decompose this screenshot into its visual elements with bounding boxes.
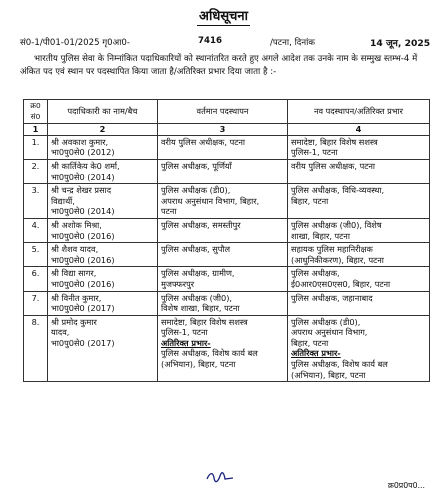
table-row: [24, 267, 430, 291]
table-header-row: [24, 100, 430, 124]
cell-line: भा0पु0से0 (2017): [51, 303, 115, 314]
cell-line: पुलिस अधीक्षक, सुपौल: [161, 244, 231, 255]
cell-line: अपराध अनुसंधान विभाग, बिहार,: [161, 195, 260, 206]
cell-line: पुलिस अधीक्षक, समस्तीपुर: [161, 219, 241, 230]
cell-line: बिहार, पटना: [291, 195, 329, 206]
new-posting: [288, 159, 430, 183]
cell-line: यादव,: [51, 327, 70, 338]
cell-line: (अभियान), बिहार, पटना: [291, 369, 366, 380]
header-current-posting: वर्तमान पदस्थापन: [158, 100, 288, 124]
cell-line: भा0पु0से0 (2014): [51, 206, 115, 217]
cell-line: श्री अशोक मिश्रा,: [51, 219, 102, 230]
cell-line: भा0पु0से0 (2017): [51, 337, 115, 348]
cell-line: पुलिस अधीक्षक,: [291, 268, 340, 279]
cell-line: भा0पु0से0 (2014): [51, 171, 115, 182]
cell-line: श्री शैशव यादव,: [51, 244, 99, 255]
letter-number: 7416: [198, 36, 222, 46]
current-posting: [158, 267, 288, 291]
column-number: 3: [158, 124, 288, 136]
current-posting: [158, 218, 288, 242]
cell-line: पुलिस अधीक्षक, ग्रामीण,: [161, 268, 235, 279]
column-number: 2: [48, 124, 158, 136]
serial-number: 6.: [24, 267, 48, 291]
additional-charge-label: अतिरिक्त प्रभार-: [291, 348, 341, 359]
table-row: [24, 159, 430, 183]
additional-charge-label: अतिरिक्त प्रभार-: [161, 337, 211, 348]
new-posting: [288, 135, 430, 159]
cell-line: सहायक पुलिस महानिरीक्षक: [291, 244, 373, 255]
cell-line: मुजफ्फरपुर: [161, 278, 195, 289]
current-posting: [158, 159, 288, 183]
cell-line: श्री विद्या सागर,: [51, 268, 97, 279]
table-row: [24, 291, 430, 315]
serial-number: 1.: [24, 135, 48, 159]
new-posting: [288, 315, 430, 382]
new-posting: [288, 267, 430, 291]
cell-line: समादेष्टा, बिहार विशेष सशस्त्र: [161, 316, 248, 327]
cell-line: श्री विनीत कुमार,: [51, 292, 102, 303]
table-row: [24, 315, 430, 382]
current-posting: [158, 243, 288, 267]
new-posting: [288, 184, 430, 219]
cell-line: पटना: [161, 206, 177, 217]
new-posting: [288, 243, 430, 267]
column-number-row: [24, 124, 430, 136]
current-posting: [158, 291, 288, 315]
cell-line: पुलिस अधीक्षक (डी0),: [291, 316, 361, 327]
current-posting: [158, 135, 288, 159]
cell-line: बिहार, पटना: [291, 337, 329, 348]
cell-line: श्री प्रमोद कुमार: [51, 316, 97, 327]
officer-name: [48, 243, 158, 267]
intro-paragraph: भारतीय पुलिस सेवा के निम्नांकित पदाधिकारियों को स्थानांतरित करते हुए अगले आदेश तक उनके नाम के सम्मुख स्तम्भ-4 में अंकित पद एवं स्थान पर पदस्थापित किया जाता है/अतिरिक्त प्रभार दिया जाता है :-: [20, 54, 418, 77]
cell-line: अपराध अनुसंधान विभाग,: [291, 327, 368, 338]
new-posting: [288, 291, 430, 315]
cell-line: श्री कार्तिकेय के0 शर्मा,: [51, 160, 120, 171]
header-new-posting: नव पदस्थापन/अतिरिक्त प्रभार: [288, 100, 430, 124]
cell-line: पुलिस-1, पटना: [291, 147, 338, 158]
column-number: 1: [24, 124, 48, 136]
page-code: क्र0प्र0प0...: [387, 481, 425, 490]
current-posting: [158, 184, 288, 219]
cell-line: समादेष्टा, बिहार विशेष सशस्त्र: [291, 136, 378, 147]
officer-name: [48, 159, 158, 183]
current-posting: [158, 315, 288, 382]
signature-mark: [205, 470, 235, 484]
cell-line: पुलिस-1, पटना: [161, 327, 208, 338]
cell-line: (आधुनिकीकरण), बिहार, पटना: [291, 254, 384, 265]
header-serial: क्र0 सं0: [24, 100, 48, 124]
table-row: [24, 243, 430, 267]
cell-line: वरीय पुलिस अधीक्षक, पटना: [291, 160, 376, 171]
cell-line: (अभियान), बिहार, पटना: [161, 359, 236, 370]
table-row: [24, 218, 430, 242]
cell-line: पुलिस अधीक्षक (डी0),: [161, 185, 231, 196]
cell-line: विशेष शाखा, बिहार, पटना: [161, 303, 240, 314]
officer-name: [48, 267, 158, 291]
cell-line: पुलिस अधीक्षक, विधि-व्यवस्था,: [291, 185, 385, 196]
transfer-table: [23, 99, 430, 382]
cell-line: श्री चन्द्र शेखर प्रसाद: [51, 185, 112, 196]
officer-name: [48, 184, 158, 219]
cell-line: पुलिस अधीक्षक, विशेष कार्य बल: [291, 359, 388, 370]
cell-line: पुलिस अधीक्षक, पूर्णियाँ: [161, 160, 232, 171]
cell-line: विद्यार्थी,: [51, 195, 75, 206]
serial-number: 5.: [24, 243, 48, 267]
serial-number: 8.: [24, 315, 48, 382]
cell-line: भा0पु0से0 (2012): [51, 147, 115, 158]
notification-title: अधिसूचना: [199, 9, 248, 24]
cell-line: श्री अवकाश कुमार,: [51, 136, 109, 147]
cell-line: शाखा, बिहार, पटना: [291, 230, 350, 241]
cell-line: ई0आर0एस0एस0, बिहार, पटना: [291, 278, 391, 289]
officer-name: [48, 315, 158, 382]
cell-line: पुलिस अधीक्षक, विशेष कार्य बल: [161, 348, 258, 359]
cell-line: पुलिस अधीक्षक (जी0), विशेष: [291, 219, 382, 230]
new-posting: [288, 218, 430, 242]
cell-line: भा0पु0से0 (2016): [51, 254, 115, 265]
officer-name: [48, 218, 158, 242]
cell-line: पुलिस अधीक्षक, जहानाबाद: [291, 292, 373, 303]
officer-name: [48, 291, 158, 315]
issue-date: 14 जून, 2025: [370, 38, 431, 49]
column-number: 4: [288, 124, 430, 136]
table-row: [24, 184, 430, 219]
reference-number: सं0-1/पी01-01/2025 गृ0आ0-: [20, 38, 130, 48]
header-name: पदाधिकारी का नाम/बैच: [48, 100, 158, 124]
cell-line: भा0पु0से0 (2016): [51, 278, 115, 289]
cell-line: भा0पु0से0 (2016): [51, 230, 115, 241]
serial-number: 3.: [24, 184, 48, 219]
officer-name: [48, 135, 158, 159]
place-label: /पटना, दिनांक: [270, 38, 315, 48]
serial-number: 7.: [24, 291, 48, 315]
table-row: [24, 135, 430, 159]
serial-number: 4.: [24, 218, 48, 242]
cell-line: वरीय पुलिस अधीक्षक, पटना: [161, 136, 246, 147]
serial-number: 2.: [24, 159, 48, 183]
cell-line: पुलिस अधीक्षक (जी0),: [161, 292, 233, 303]
